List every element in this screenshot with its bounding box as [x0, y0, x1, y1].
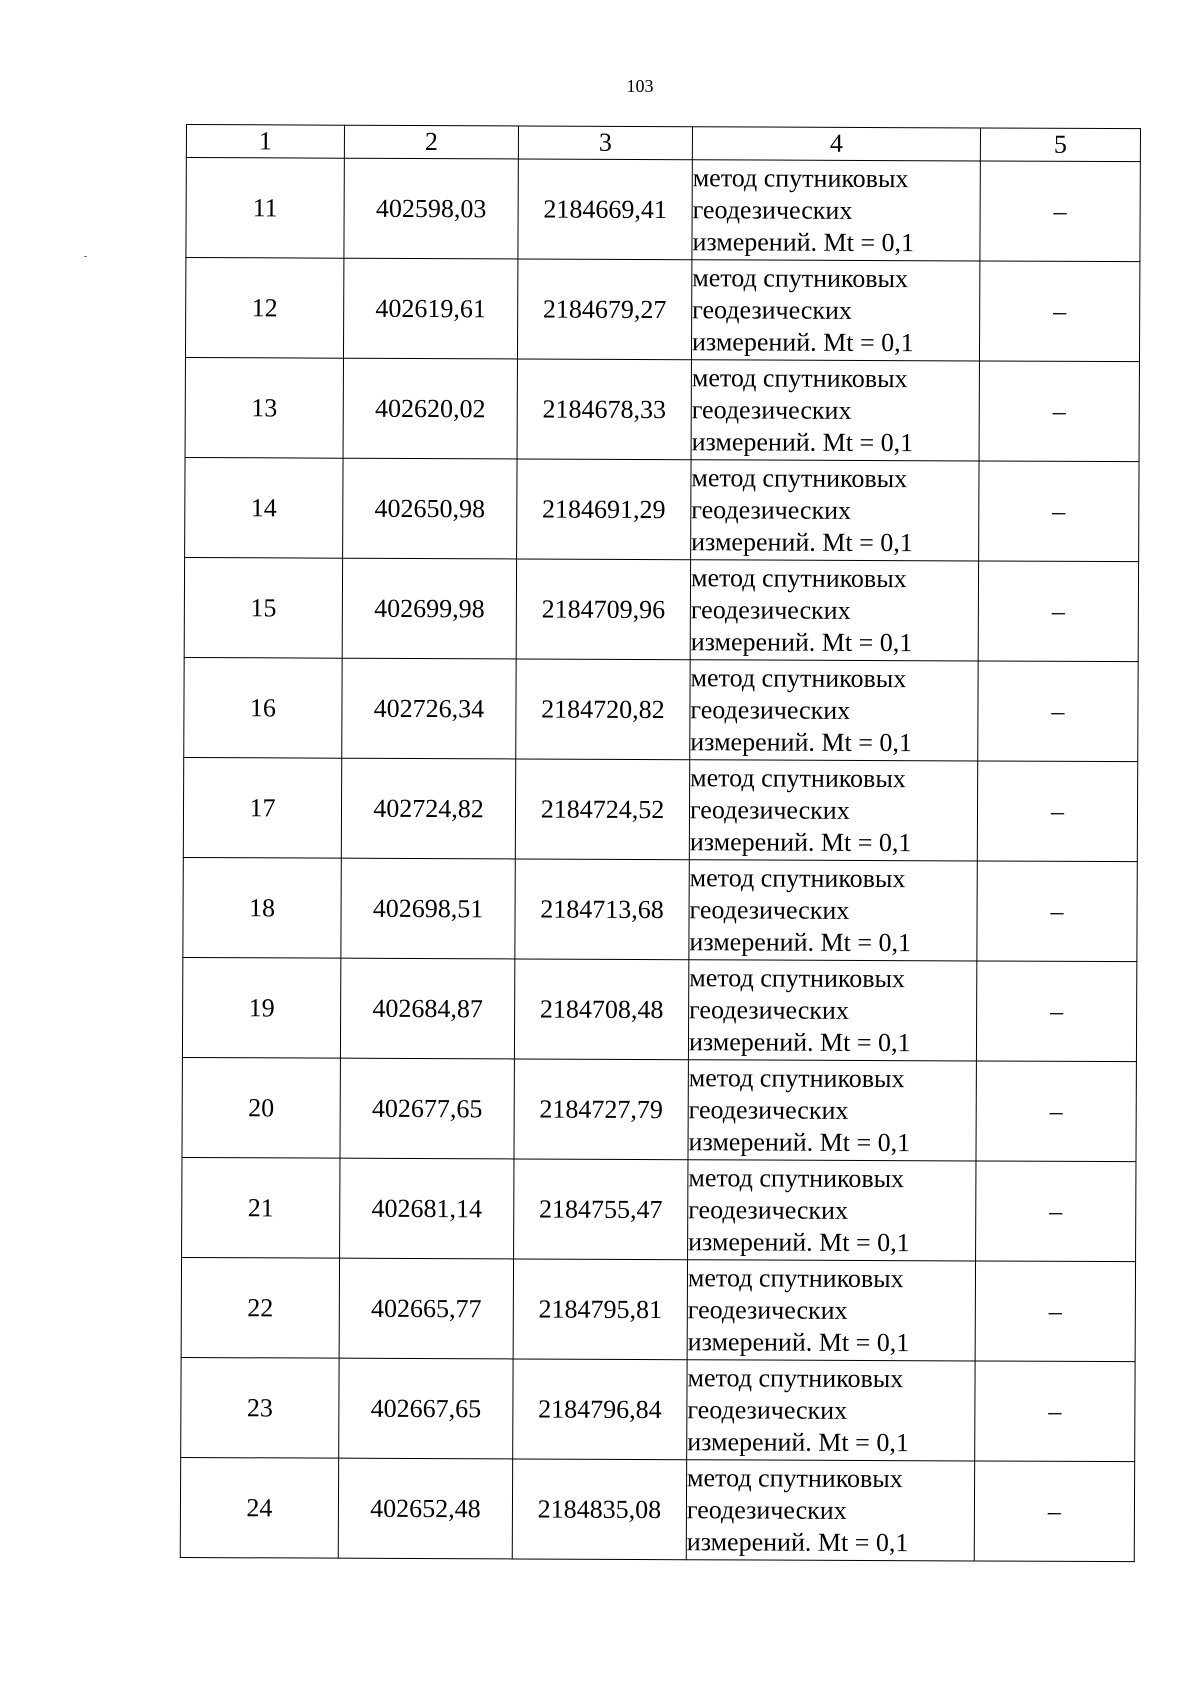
method-line: измерений. Mt = 0,1 [688, 1026, 911, 1057]
column-header-5: 5 [980, 128, 1140, 162]
method-line: метод спутниковых [691, 362, 908, 393]
x-coordinate-cell: 402619,61 [343, 258, 517, 359]
y-coordinate-cell: 2184835,08 [512, 1459, 686, 1560]
point-number-cell: 22 [181, 1257, 339, 1358]
point-number-cell: 14 [185, 457, 343, 558]
x-coordinate-cell: 402652,48 [338, 1458, 512, 1559]
method-line: измерений. Mt = 0,1 [688, 1226, 910, 1257]
method-line: измерений. Mt = 0,1 [689, 926, 912, 957]
point-number-cell: 11 [186, 158, 344, 259]
method-line: измерений. Mt = 0,1 [688, 1126, 911, 1157]
method-line: метод спутниковых [691, 462, 908, 493]
method-line: геодезических [691, 394, 852, 425]
x-coordinate-cell: 402677,65 [340, 1058, 514, 1159]
note-cell: – [974, 1461, 1134, 1562]
method-line: геодезических [688, 1194, 849, 1225]
table-row [182, 957, 1136, 1061]
method-cell [691, 260, 979, 361]
point-number-cell: 24 [180, 1457, 338, 1558]
method-cell [690, 560, 978, 661]
header-row [186, 125, 1140, 162]
method-line: метод спутниковых [689, 862, 906, 893]
table-header [186, 125, 1140, 162]
note-cell: – [979, 461, 1139, 562]
method-line: метод спутниковых [688, 1162, 905, 1193]
x-coordinate-cell: 402681,14 [340, 1158, 514, 1259]
y-coordinate-cell: 2184796,84 [513, 1359, 687, 1460]
method-line: геодезических [691, 494, 852, 525]
table-row [182, 1157, 1136, 1261]
method-line: измерений. Mt = 0,1 [692, 226, 915, 257]
column-header-3: 3 [518, 126, 692, 160]
table-row [180, 1457, 1134, 1561]
method-line: геодезических [689, 994, 849, 1025]
method-cell [687, 1260, 975, 1361]
point-number-cell: 12 [185, 258, 343, 359]
x-coordinate-cell: 402665,77 [339, 1258, 513, 1359]
table-row [181, 1257, 1135, 1361]
method-line: измерений. Mt = 0,1 [686, 1526, 909, 1557]
y-coordinate-cell: 2184713,68 [515, 859, 689, 960]
method-line: измерений. Mt = 0,1 [691, 526, 913, 557]
point-number-cell: 23 [181, 1357, 339, 1458]
method-line: измерений. Mt = 0,1 [691, 326, 914, 357]
y-coordinate-cell: 2184755,47 [514, 1159, 688, 1260]
x-coordinate-cell: 402726,34 [342, 658, 516, 759]
point-number-cell: 19 [182, 957, 340, 1058]
method-line: геодезических [689, 794, 850, 825]
method-line: измерений. Mt = 0,1 [689, 826, 912, 857]
method-line: метод спутниковых [688, 1062, 905, 1093]
x-coordinate-cell: 402724,82 [341, 758, 515, 859]
column-header-1: 1 [186, 125, 344, 159]
y-coordinate-cell: 2184679,27 [517, 259, 691, 360]
method-line: метод спутниковых [690, 762, 906, 793]
method-line: измерений. Mt = 0,1 [690, 626, 913, 657]
method-cell [688, 960, 976, 1061]
method-line: геодезических [687, 1294, 848, 1325]
method-line: измерений. Mt = 0,1 [691, 426, 914, 457]
y-coordinate-cell: 2184691,29 [517, 459, 691, 560]
scan-speck [84, 256, 87, 257]
point-number-cell: 20 [182, 1057, 340, 1158]
method-line: геодезических [692, 294, 852, 325]
note-cell: – [975, 1261, 1135, 1362]
column-header-4: 4 [692, 127, 980, 161]
method-cell [691, 360, 979, 461]
method-cell [688, 1060, 976, 1161]
method-line: метод спутниковых [692, 162, 909, 193]
x-coordinate-cell: 402699,98 [342, 558, 516, 659]
note-cell: – [978, 561, 1138, 662]
method-line: метод спутниковых [690, 562, 907, 593]
method-line: геодезических [687, 1394, 848, 1425]
method-line: геодезических [692, 194, 853, 225]
note-cell: – [976, 961, 1136, 1062]
method-line: измерений. Mt = 0,1 [687, 1426, 909, 1457]
table-row [185, 258, 1139, 362]
x-coordinate-cell: 402667,65 [339, 1358, 513, 1459]
method-cell [692, 160, 980, 261]
note-cell: – [976, 1061, 1136, 1162]
page-number: 103 [626, 76, 654, 96]
method-line: метод спутниковых [687, 1262, 904, 1293]
note-cell: – [980, 161, 1140, 262]
method-line: метод спутниковых [689, 962, 906, 993]
table-row [182, 1057, 1136, 1161]
note-cell: – [979, 361, 1139, 462]
method-line: измерений. Mt = 0,1 [687, 1326, 910, 1357]
method-line: метод спутниковых [687, 1362, 904, 1393]
method-line: геодезических [690, 694, 851, 725]
table-row [183, 857, 1137, 961]
y-coordinate-cell: 2184678,33 [517, 359, 691, 460]
table-row [186, 158, 1140, 262]
note-cell: – [979, 261, 1139, 362]
note-cell: – [976, 1161, 1136, 1262]
method-cell [689, 760, 977, 861]
y-coordinate-cell: 2184727,79 [514, 1059, 688, 1160]
method-line: геодезических [688, 1094, 849, 1125]
y-coordinate-cell: 2184709,96 [516, 559, 690, 660]
x-coordinate-cell: 402598,03 [344, 158, 518, 259]
method-cell [688, 1160, 976, 1261]
method-line: геодезических [690, 594, 851, 625]
method-cell [691, 460, 979, 561]
method-cell [689, 860, 977, 961]
table-body [180, 158, 1140, 1562]
point-number-cell: 21 [182, 1157, 340, 1258]
x-coordinate-cell: 402684,87 [340, 958, 514, 1059]
y-coordinate-cell: 2184708,48 [514, 959, 688, 1060]
y-coordinate-cell: 2184724,52 [515, 759, 689, 860]
x-coordinate-cell: 402698,51 [341, 858, 515, 959]
table-row [184, 657, 1138, 761]
x-coordinate-cell: 402620,02 [343, 358, 517, 459]
table-row [185, 357, 1139, 461]
method-line: геодезических [686, 1494, 847, 1525]
method-line: измерений. Mt = 0,1 [690, 726, 912, 757]
note-cell: – [978, 661, 1138, 762]
y-coordinate-cell: 2184669,41 [518, 159, 692, 260]
y-coordinate-cell: 2184720,82 [516, 659, 690, 760]
method-line: метод спутниковых [690, 662, 907, 693]
method-cell [686, 1460, 974, 1561]
point-number-cell: 18 [183, 857, 341, 958]
point-number-cell: 17 [183, 757, 341, 858]
table-row [183, 757, 1137, 861]
point-number-cell: 16 [184, 657, 342, 758]
coordinates-table [180, 124, 1141, 1562]
point-number-cell: 13 [185, 357, 343, 458]
method-line: метод спутниковых [692, 262, 909, 293]
table-row [185, 457, 1139, 561]
column-header-2: 2 [344, 125, 518, 159]
method-cell [687, 1360, 975, 1461]
note-cell: – [975, 1361, 1135, 1462]
table-row [184, 557, 1138, 661]
method-line: геодезических [689, 894, 850, 925]
method-cell [690, 660, 978, 761]
point-number-cell: 15 [184, 557, 342, 658]
x-coordinate-cell: 402650,98 [343, 458, 517, 559]
note-cell: – [977, 761, 1137, 862]
table-row [181, 1357, 1135, 1461]
y-coordinate-cell: 2184795,81 [513, 1259, 687, 1360]
method-line: метод спутниковых [687, 1462, 903, 1493]
note-cell: – [977, 861, 1137, 962]
